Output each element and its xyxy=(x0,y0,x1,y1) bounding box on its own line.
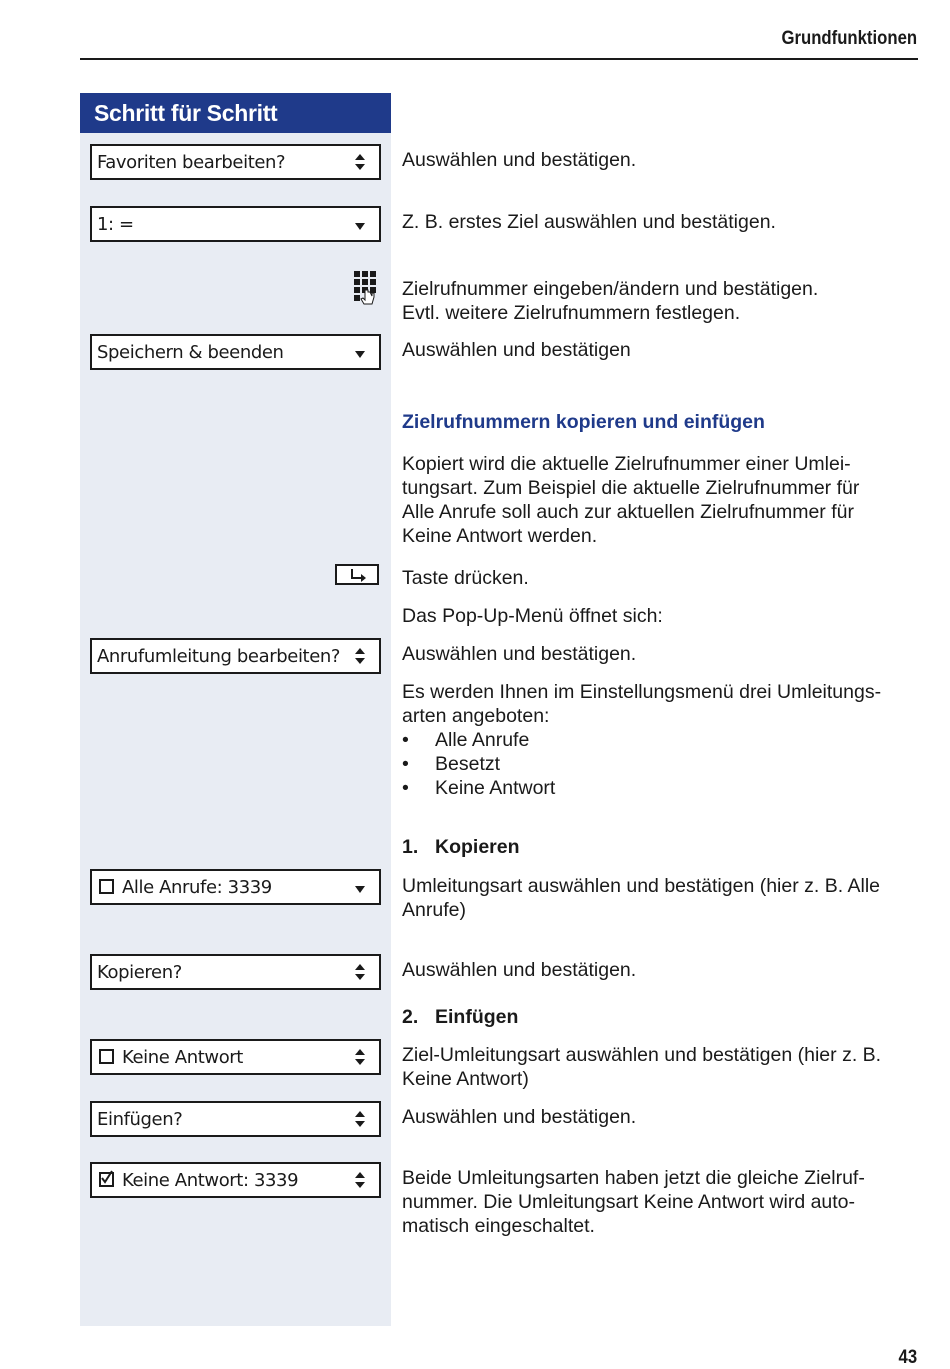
step-label: Kopieren xyxy=(435,836,520,858)
instruction-text: Auswählen und bestätigen. xyxy=(402,1106,637,1128)
step-heading-2 xyxy=(402,1006,518,1029)
menu-kopieren[interactable] xyxy=(90,954,381,990)
text-line: arten angeboten: xyxy=(402,705,550,727)
menu-keine-antwort[interactable] xyxy=(90,1039,381,1075)
menu-einfuegen[interactable] xyxy=(90,1101,381,1137)
text-line: Ziel-Umleitungsart auswählen und bestätigen (hier z. B. xyxy=(402,1044,882,1066)
menu-first-destination[interactable] xyxy=(90,206,381,242)
menu-label: Alle Anrufe: 3339 xyxy=(122,876,272,898)
down-arrow-icon xyxy=(349,213,371,235)
up-down-arrow-icon xyxy=(349,1046,371,1068)
page-number: 43 xyxy=(898,1347,917,1368)
text-line: Anrufe) xyxy=(402,899,466,921)
text-line: Keine Antwort) xyxy=(402,1068,529,1090)
up-down-arrow-icon xyxy=(349,961,371,983)
menu-alle-anrufe[interactable] xyxy=(90,869,381,905)
text-line: Alle Anrufe soll auch zur aktuellen Zielrufnummer für xyxy=(402,501,854,523)
text-line: Beide Umleitungsarten haben jetzt die gleiche Zielruf- xyxy=(402,1167,865,1189)
instruction-text-block xyxy=(402,1043,922,1091)
step-number: 2. xyxy=(402,1006,419,1028)
menu-keine-antwort-3339[interactable] xyxy=(90,1162,381,1198)
menu-label: Anrufumleitung bearbeiten? xyxy=(97,645,341,667)
bullet-list xyxy=(402,728,922,800)
menu-label: 1: = xyxy=(97,213,134,235)
text-line: Es werden Ihnen im Einstellungsmenü drei Umleitungs- xyxy=(402,681,882,703)
list-item: • Keine Antwort xyxy=(402,776,922,800)
menu-label: Favoriten bearbeiten? xyxy=(97,151,286,173)
checked-checkbox-icon xyxy=(99,1172,114,1187)
unchecked-checkbox-icon xyxy=(99,1049,114,1064)
step-by-step-sidebar xyxy=(80,93,391,1326)
instruction-text: Auswählen und bestätigen. xyxy=(402,643,637,665)
down-arrow-icon xyxy=(349,341,371,363)
down-arrow-icon xyxy=(349,876,371,898)
menu-label: Keine Antwort: 3339 xyxy=(122,1169,299,1191)
result-paragraph xyxy=(402,1166,922,1238)
instruction-text-block xyxy=(402,874,922,922)
menu-label: Kopieren? xyxy=(97,961,182,983)
up-down-arrow-icon xyxy=(349,151,371,173)
text-line: Kopiert wird die aktuelle Zielrufnummer einer Umlei- xyxy=(402,453,851,475)
menu-label: Speichern & beenden xyxy=(97,341,284,363)
menu-anrufumleitung-bearbeiten[interactable] xyxy=(90,638,381,674)
step-label: Einfügen xyxy=(435,1006,519,1028)
instruction-text: Taste drücken. xyxy=(402,567,529,589)
up-down-arrow-icon xyxy=(349,645,371,667)
instruction-text: Das Pop-Up-Menü öffnet sich: xyxy=(402,605,663,627)
menu-favoriten-bearbeiten[interactable] xyxy=(90,144,381,180)
text-line: nummer. Die Umleitungsart Keine Antwort wird auto- xyxy=(402,1191,856,1213)
up-down-arrow-icon xyxy=(349,1108,371,1130)
instruction-text: Auswählen und bestätigen xyxy=(402,339,631,361)
instruction-text: Auswählen und bestätigen. xyxy=(402,959,637,981)
keypad-icon xyxy=(352,270,380,306)
list-item: • Besetzt xyxy=(402,752,922,776)
forward-key-icon xyxy=(335,564,379,586)
text-line: Evtl. weitere Zielrufnummern festlegen. xyxy=(402,302,741,324)
instruction-text-block xyxy=(402,277,922,325)
menu-speichern-beenden[interactable] xyxy=(90,334,381,370)
menu-label: Keine Antwort xyxy=(122,1046,243,1068)
instruction-text: Auswählen und bestätigen. xyxy=(402,149,637,171)
list-item: • Alle Anrufe xyxy=(402,728,922,752)
instruction-text: Z. B. erstes Ziel auswählen und bestätigen. xyxy=(402,211,776,233)
up-down-arrow-icon xyxy=(349,1169,371,1191)
options-paragraph xyxy=(402,680,922,800)
sidebar-title: Schritt für Schritt xyxy=(80,93,391,133)
text-line: tungsart. Zum Beispiel die aktuelle Zielrufnummer für xyxy=(402,477,860,499)
menu-label: Einfügen? xyxy=(97,1108,183,1130)
text-line: Umleitungsart auswählen und bestätigen (hier z. B. Alle xyxy=(402,875,881,897)
text-line: Keine Antwort werden. xyxy=(402,525,598,547)
step-heading-1 xyxy=(402,836,520,859)
page-header-title: Grundfunktionen xyxy=(781,28,917,49)
unchecked-checkbox-icon xyxy=(99,879,114,894)
text-line: Zielrufnummer eingeben/ändern und bestätigen. xyxy=(402,278,819,300)
header-rule xyxy=(80,58,918,60)
step-number: 1. xyxy=(402,836,419,858)
text-line: matisch eingeschaltet. xyxy=(402,1215,595,1237)
section-subheading: Zielrufnummern kopieren und einfügen xyxy=(402,411,765,433)
intro-paragraph xyxy=(402,452,922,548)
